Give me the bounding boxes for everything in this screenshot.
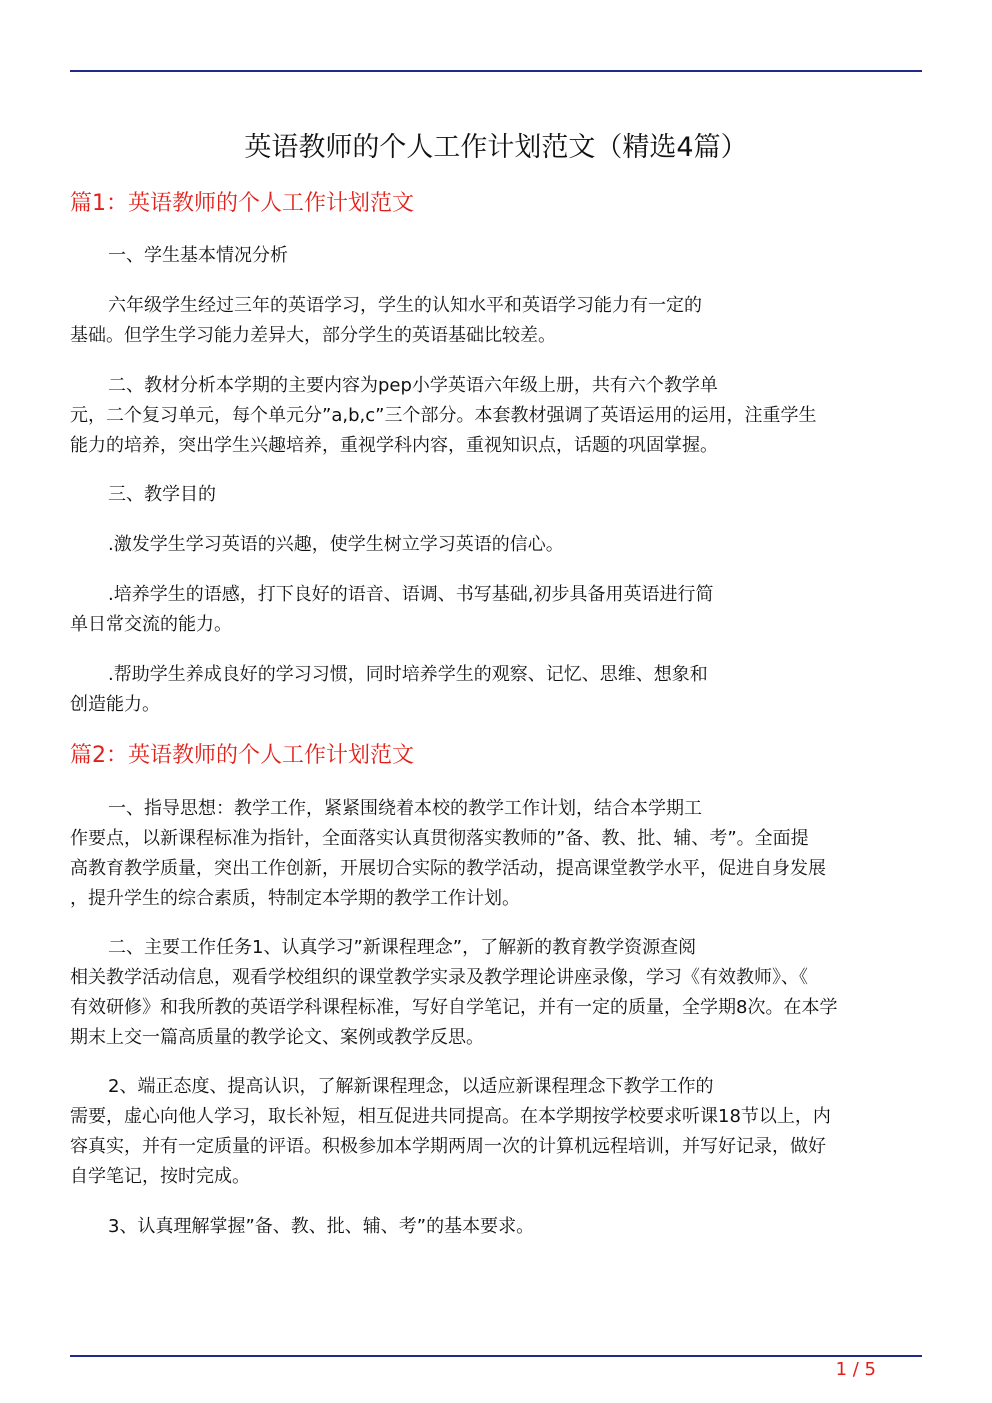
paragraph bbox=[70, 580, 922, 640]
section-heading-2: 篇2：英语教师的个人工作计划范文 bbox=[70, 743, 414, 768]
paragraph-line: 单日常交流的能力。 bbox=[70, 614, 232, 635]
paragraph bbox=[70, 480, 922, 510]
paragraph-line: 作要点，以新课程标准为指针，全面落实认真贯彻落实教师的”备、教、批、辅、考”。全面提 bbox=[70, 828, 809, 849]
paragraph-line: ，提升学生的综合素质，特制定本学期的教学工作计划。 bbox=[70, 888, 520, 909]
paragraph-line: 3、认真理解掌握”备、教、批、辅、考”的基本要求。 bbox=[108, 1216, 535, 1237]
paragraph bbox=[70, 530, 922, 560]
paragraph-line: 元，二个复习单元，每个单元分”a,b,c”三个部分。本套教材强调了英语运用的运用，注重学生 bbox=[70, 405, 817, 426]
paragraph-line: 相关教学活动信息，观看学校组织的课堂教学实录及教学理论讲座录像，学习《有效教师》、《 bbox=[70, 967, 808, 988]
paragraph-line: 基础。但学生学习能力差异大，部分学生的英语基础比较差。 bbox=[70, 325, 556, 346]
paragraph-line: 一、指导思想：教学工作，紧紧围绕着本校的教学工作计划，结合本学期工 bbox=[108, 798, 702, 819]
paragraph-line: 二、主要工作任务1、认真学习”新课程理念”，了解新的教育教学资源查阅 bbox=[108, 937, 697, 958]
paragraph-line: .激发学生学习英语的兴趣，使学生树立学习英语的信心。 bbox=[108, 534, 564, 555]
section-heading-1: 篇1：英语教师的个人工作计划范文 bbox=[70, 191, 414, 216]
paragraph-line: 三、教学目的 bbox=[108, 484, 216, 505]
paragraph-line: 有效研修》和我所教的英语学科课程标准，写好自学笔记，并有一定的质量，全学期8次。在本学 bbox=[70, 997, 838, 1018]
paragraph bbox=[70, 291, 922, 351]
paragraph bbox=[70, 241, 922, 271]
paragraph bbox=[70, 1212, 922, 1242]
paragraph bbox=[70, 660, 922, 720]
paragraph bbox=[70, 933, 922, 1053]
paragraph-line: 2、端正态度、提高认识，了解新课程理念，以适应新课程理念下教学工作的 bbox=[108, 1076, 714, 1097]
paragraph-line: 需要，虚心向他人学习，取长补短，相互促进共同提高。在本学期按学校要求听课18节以上，内 bbox=[70, 1106, 831, 1127]
header-rule bbox=[70, 70, 922, 72]
paragraph bbox=[70, 1072, 922, 1192]
paragraph-line: 六年级学生经过三年的英语学习，学生的认知水平和英语学习能力有一定的 bbox=[108, 295, 702, 316]
paragraph-line: .帮助学生养成良好的学习习惯，同时培养学生的观察、记忆、思维、想象和 bbox=[108, 664, 708, 685]
page-number: 1 / 5 bbox=[835, 1359, 876, 1380]
paragraph bbox=[70, 371, 922, 461]
paragraph-line: 一、学生基本情况分析 bbox=[108, 245, 288, 266]
paragraph-line: .培养学生的语感，打下良好的语音、语调、书写基础,初步具备用英语进行简 bbox=[108, 584, 714, 605]
paragraph-line: 期末上交一篇高质量的教学论文、案例或教学反思。 bbox=[70, 1027, 484, 1048]
paragraph-line: 能力的培养，突出学生兴趣培养，重视学科内容，重视知识点，话题的巩固掌握。 bbox=[70, 435, 718, 456]
paragraph-line: 容真实，并有一定质量的评语。积极参加本学期两周一次的计算机远程培训，并写好记录，做好 bbox=[70, 1136, 826, 1157]
paragraph bbox=[70, 794, 922, 914]
paragraph-line: 创造能力。 bbox=[70, 694, 160, 715]
paragraph-line: 高教育教学质量，突出工作创新，开展切合实际的教学活动，提高课堂教学水平，促进自身发展 bbox=[70, 858, 826, 879]
paragraph-line: 二、教材分析本学期的主要内容为pep小学英语六年级上册，共有六个教学单 bbox=[108, 375, 718, 396]
paragraph-line: 自学笔记，按时完成。 bbox=[70, 1166, 250, 1187]
page-title: 英语教师的个人工作计划范文（精选4篇） bbox=[244, 132, 748, 163]
